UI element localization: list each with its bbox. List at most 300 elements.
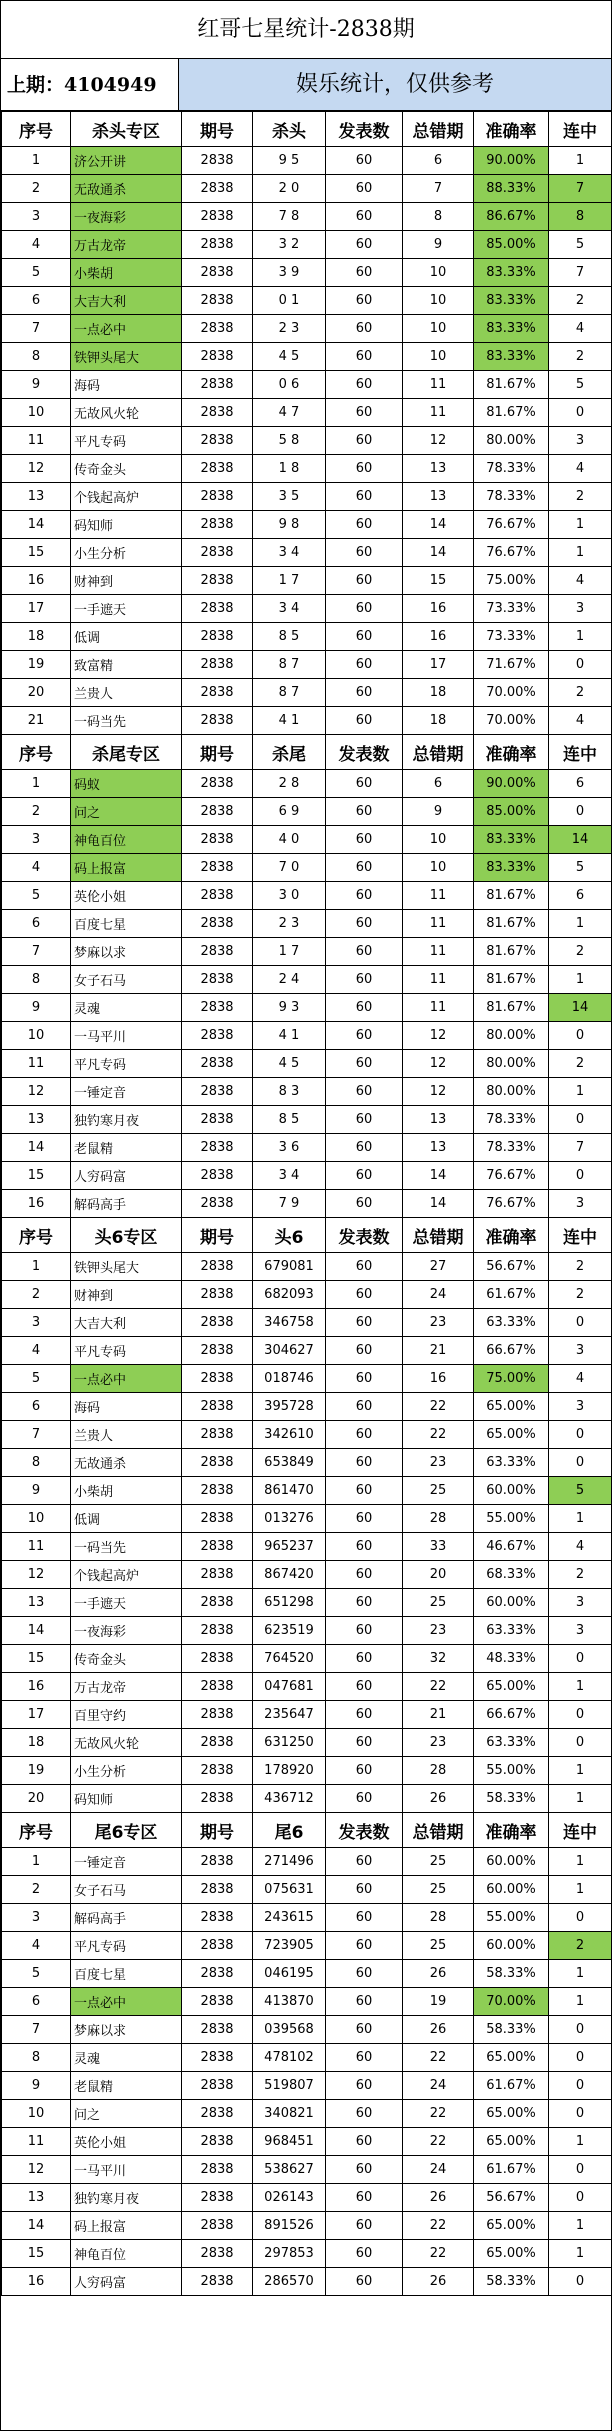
streak-cell: 1 <box>549 2212 612 2240</box>
posted-count-cell: 60 <box>326 1904 403 1932</box>
index-cell: 15 <box>2 539 71 567</box>
expert-name-cell: 大吉大利 <box>71 287 182 315</box>
miss-count-cell: 23 <box>403 1449 474 1477</box>
miss-count-cell: 13 <box>403 1106 474 1134</box>
posted-count-cell: 60 <box>326 1617 403 1645</box>
accuracy-cell: 75.00% <box>474 1365 549 1393</box>
prediction-cell: 8 3 <box>253 1078 326 1106</box>
posted-count-cell: 60 <box>326 1561 403 1589</box>
miss-count-cell: 7 <box>403 175 474 203</box>
miss-count-cell: 9 <box>403 231 474 259</box>
table-row <box>2 455 612 483</box>
streak-cell: 1 <box>549 1785 612 1813</box>
prediction-cell: 9 8 <box>253 511 326 539</box>
accuracy-cell: 63.33% <box>474 1309 549 1337</box>
issue-cell: 2838 <box>182 1106 253 1134</box>
issue-cell: 2838 <box>182 1477 253 1505</box>
streak-cell: 0 <box>549 2072 612 2100</box>
streak-cell: 14 <box>549 994 612 1022</box>
index-cell: 20 <box>2 679 71 707</box>
section-header-row <box>2 735 612 770</box>
issue-cell: 2838 <box>182 1337 253 1365</box>
index-cell: 6 <box>2 1393 71 1421</box>
prediction-cell: 7 9 <box>253 1190 326 1218</box>
column-header: 杀尾 <box>253 735 326 770</box>
table-row <box>2 2156 612 2184</box>
miss-count-cell: 24 <box>403 2072 474 2100</box>
streak-cell: 0 <box>549 1645 612 1673</box>
column-header: 准确率 <box>474 735 549 770</box>
accuracy-cell: 83.33% <box>474 854 549 882</box>
index-cell: 11 <box>2 1533 71 1561</box>
table-row <box>2 2044 612 2072</box>
index-cell: 8 <box>2 2044 71 2072</box>
posted-count-cell: 60 <box>326 1645 403 1673</box>
prediction-cell: 3 0 <box>253 882 326 910</box>
expert-name-cell: 大吉大利 <box>71 1309 182 1337</box>
prediction-cell: 8 5 <box>253 1106 326 1134</box>
miss-count-cell: 23 <box>403 1617 474 1645</box>
expert-name-cell: 码蚁 <box>71 770 182 798</box>
accuracy-cell: 75.00% <box>474 567 549 595</box>
accuracy-cell: 81.67% <box>474 994 549 1022</box>
table-row <box>2 2268 612 2296</box>
column-header: 序号 <box>2 112 71 147</box>
streak-cell: 0 <box>549 1701 612 1729</box>
column-header: 总错期 <box>403 1218 474 1253</box>
index-cell: 15 <box>2 1645 71 1673</box>
posted-count-cell: 60 <box>326 994 403 1022</box>
miss-count-cell: 12 <box>403 1022 474 1050</box>
accuracy-cell: 90.00% <box>474 147 549 175</box>
miss-count-cell: 22 <box>403 2100 474 2128</box>
posted-count-cell: 60 <box>326 1589 403 1617</box>
posted-count-cell: 60 <box>326 1365 403 1393</box>
posted-count-cell: 60 <box>326 399 403 427</box>
accuracy-cell: 55.00% <box>474 1505 549 1533</box>
accuracy-cell: 63.33% <box>474 1617 549 1645</box>
issue-cell: 2838 <box>182 770 253 798</box>
posted-count-cell: 60 <box>326 882 403 910</box>
table-row <box>2 1876 612 1904</box>
accuracy-cell: 65.00% <box>474 1393 549 1421</box>
expert-name-cell: 铁钾头尾大 <box>71 343 182 371</box>
index-cell: 4 <box>2 1932 71 1960</box>
expert-name-cell: 一点必中 <box>71 315 182 343</box>
streak-cell: 4 <box>549 1533 612 1561</box>
issue-cell: 2838 <box>182 854 253 882</box>
posted-count-cell: 60 <box>326 2044 403 2072</box>
table-row <box>2 938 612 966</box>
streak-cell: 7 <box>549 259 612 287</box>
expert-name-cell: 平凡专码 <box>71 427 182 455</box>
accuracy-cell: 65.00% <box>474 2240 549 2268</box>
posted-count-cell: 60 <box>326 147 403 175</box>
posted-count-cell: 60 <box>326 259 403 287</box>
prediction-cell: 631250 <box>253 1729 326 1757</box>
issue-cell: 2838 <box>182 2072 253 2100</box>
posted-count-cell: 60 <box>326 1253 403 1281</box>
accuracy-cell: 81.67% <box>474 399 549 427</box>
prediction-cell: 891526 <box>253 2212 326 2240</box>
accuracy-cell: 76.67% <box>474 1190 549 1218</box>
accuracy-cell: 63.33% <box>474 1449 549 1477</box>
prediction-cell: 7 8 <box>253 203 326 231</box>
streak-cell: 3 <box>549 1617 612 1645</box>
issue-cell: 2838 <box>182 2156 253 2184</box>
column-header: 发表数 <box>326 1218 403 1253</box>
expert-name-cell: 一马平川 <box>71 1022 182 1050</box>
miss-count-cell: 23 <box>403 1729 474 1757</box>
prediction-cell: 7 0 <box>253 854 326 882</box>
streak-cell: 5 <box>549 371 612 399</box>
expert-name-cell: 海码 <box>71 371 182 399</box>
table-row <box>2 1449 612 1477</box>
miss-count-cell: 25 <box>403 1477 474 1505</box>
accuracy-cell: 81.67% <box>474 882 549 910</box>
column-header: 杀尾专区 <box>71 735 182 770</box>
prediction-cell: 5 8 <box>253 427 326 455</box>
accuracy-cell: 80.00% <box>474 427 549 455</box>
prediction-cell: 9 3 <box>253 994 326 1022</box>
streak-cell: 2 <box>549 1932 612 1960</box>
miss-count-cell: 18 <box>403 679 474 707</box>
posted-count-cell: 60 <box>326 371 403 399</box>
index-cell: 18 <box>2 623 71 651</box>
prediction-cell: 9 5 <box>253 147 326 175</box>
accuracy-cell: 88.33% <box>474 175 549 203</box>
posted-count-cell: 60 <box>326 1533 403 1561</box>
prediction-cell: 271496 <box>253 1848 326 1876</box>
streak-cell: 6 <box>549 882 612 910</box>
streak-cell: 2 <box>549 1253 612 1281</box>
table-row <box>2 1309 612 1337</box>
issue-cell: 2838 <box>182 1022 253 1050</box>
miss-count-cell: 21 <box>403 1701 474 1729</box>
index-cell: 17 <box>2 1701 71 1729</box>
issue-cell: 2838 <box>182 994 253 1022</box>
miss-count-cell: 28 <box>403 1505 474 1533</box>
expert-name-cell: 一锤定音 <box>71 1848 182 1876</box>
expert-name-cell: 老鼠精 <box>71 1134 182 1162</box>
expert-name-cell: 英伦小姐 <box>71 882 182 910</box>
index-cell: 16 <box>2 1190 71 1218</box>
posted-count-cell: 60 <box>326 1393 403 1421</box>
prediction-cell: 3 9 <box>253 259 326 287</box>
expert-name-cell: 码上报富 <box>71 854 182 882</box>
index-cell: 15 <box>2 2240 71 2268</box>
index-cell: 2 <box>2 175 71 203</box>
index-cell: 1 <box>2 1848 71 1876</box>
index-cell: 9 <box>2 2072 71 2100</box>
streak-cell: 5 <box>549 854 612 882</box>
accuracy-cell: 73.33% <box>474 623 549 651</box>
table-row <box>2 1757 612 1785</box>
accuracy-cell: 60.00% <box>474 1932 549 1960</box>
index-cell: 21 <box>2 707 71 735</box>
streak-cell: 0 <box>549 2184 612 2212</box>
prediction-cell: 3 4 <box>253 1162 326 1190</box>
prediction-cell: 047681 <box>253 1673 326 1701</box>
issue-cell: 2838 <box>182 1701 253 1729</box>
issue-cell: 2838 <box>182 259 253 287</box>
posted-count-cell: 60 <box>326 1421 403 1449</box>
prediction-cell: 3 4 <box>253 595 326 623</box>
column-header: 总错期 <box>403 112 474 147</box>
streak-cell: 1 <box>549 1757 612 1785</box>
miss-count-cell: 14 <box>403 1190 474 1218</box>
posted-count-cell: 60 <box>326 483 403 511</box>
accuracy-cell: 81.67% <box>474 371 549 399</box>
accuracy-cell: 65.00% <box>474 1673 549 1701</box>
expert-name-cell: 低调 <box>71 623 182 651</box>
expert-name-cell: 百里守约 <box>71 1701 182 1729</box>
streak-cell: 1 <box>549 1960 612 1988</box>
accuracy-cell: 85.00% <box>474 231 549 259</box>
issue-cell: 2838 <box>182 2212 253 2240</box>
miss-count-cell: 26 <box>403 1785 474 1813</box>
prediction-cell: 478102 <box>253 2044 326 2072</box>
index-cell: 3 <box>2 826 71 854</box>
streak-cell: 0 <box>549 798 612 826</box>
issue-cell: 2838 <box>182 483 253 511</box>
accuracy-cell: 83.33% <box>474 826 549 854</box>
index-cell: 13 <box>2 1106 71 1134</box>
index-cell: 5 <box>2 259 71 287</box>
posted-count-cell: 60 <box>326 1701 403 1729</box>
expert-name-cell: 问之 <box>71 2100 182 2128</box>
posted-count-cell: 60 <box>326 1988 403 2016</box>
index-cell: 13 <box>2 1589 71 1617</box>
accuracy-cell: 56.67% <box>474 1253 549 1281</box>
miss-count-cell: 13 <box>403 1134 474 1162</box>
index-cell: 12 <box>2 2156 71 2184</box>
miss-count-cell: 13 <box>403 455 474 483</box>
index-cell: 7 <box>2 938 71 966</box>
miss-count-cell: 10 <box>403 315 474 343</box>
expert-name-cell: 兰贵人 <box>71 679 182 707</box>
table-row <box>2 882 612 910</box>
index-cell: 10 <box>2 399 71 427</box>
streak-cell: 0 <box>549 1162 612 1190</box>
table-row <box>2 1134 612 1162</box>
miss-count-cell: 11 <box>403 399 474 427</box>
issue-cell: 2838 <box>182 679 253 707</box>
issue-cell: 2838 <box>182 1449 253 1477</box>
issue-cell: 2838 <box>182 371 253 399</box>
streak-cell: 8 <box>549 203 612 231</box>
index-cell: 12 <box>2 1561 71 1589</box>
index-cell: 4 <box>2 1337 71 1365</box>
expert-name-cell: 独钓寒月夜 <box>71 1106 182 1134</box>
expert-name-cell: 神龟百位 <box>71 826 182 854</box>
issue-cell: 2838 <box>182 623 253 651</box>
streak-cell: 1 <box>549 539 612 567</box>
posted-count-cell: 60 <box>326 1190 403 1218</box>
streak-cell: 1 <box>549 511 612 539</box>
issue-cell: 2838 <box>182 1078 253 1106</box>
column-header: 尾6专区 <box>71 1813 182 1848</box>
streak-cell: 0 <box>549 1421 612 1449</box>
issue-cell: 2838 <box>182 231 253 259</box>
table-row <box>2 1932 612 1960</box>
issue-cell: 2838 <box>182 1050 253 1078</box>
miss-count-cell: 22 <box>403 1673 474 1701</box>
prediction-cell: 3 2 <box>253 231 326 259</box>
index-cell: 1 <box>2 1253 71 1281</box>
prediction-cell: 965237 <box>253 1533 326 1561</box>
index-cell: 4 <box>2 231 71 259</box>
index-cell: 12 <box>2 455 71 483</box>
expert-name-cell: 平凡专码 <box>71 1337 182 1365</box>
posted-count-cell: 60 <box>326 1932 403 1960</box>
accuracy-cell: 55.00% <box>474 1904 549 1932</box>
table-row <box>2 679 612 707</box>
streak-cell: 1 <box>549 1848 612 1876</box>
streak-cell: 0 <box>549 1309 612 1337</box>
issue-cell: 2838 <box>182 2240 253 2268</box>
table-row <box>2 175 612 203</box>
index-cell: 14 <box>2 1134 71 1162</box>
table-row <box>2 2072 612 2100</box>
column-header: 发表数 <box>326 735 403 770</box>
issue-cell: 2838 <box>182 1904 253 1932</box>
prediction-cell: 8 5 <box>253 623 326 651</box>
prediction-cell: 075631 <box>253 1876 326 1904</box>
column-header: 准确率 <box>474 1218 549 1253</box>
miss-count-cell: 22 <box>403 2240 474 2268</box>
posted-count-cell: 60 <box>326 910 403 938</box>
prediction-cell: 3 5 <box>253 483 326 511</box>
column-header: 期号 <box>182 735 253 770</box>
table-row <box>2 651 612 679</box>
index-cell: 15 <box>2 1162 71 1190</box>
accuracy-cell: 65.00% <box>474 2044 549 2072</box>
index-cell: 12 <box>2 1078 71 1106</box>
expert-name-cell: 无故风火轮 <box>71 1729 182 1757</box>
prediction-cell: 4 1 <box>253 707 326 735</box>
streak-cell: 0 <box>549 1904 612 1932</box>
streak-cell: 4 <box>549 315 612 343</box>
table-row <box>2 1393 612 1421</box>
miss-count-cell: 22 <box>403 1421 474 1449</box>
issue-cell: 2838 <box>182 315 253 343</box>
miss-count-cell: 11 <box>403 371 474 399</box>
accuracy-cell: 81.67% <box>474 966 549 994</box>
posted-count-cell: 60 <box>326 175 403 203</box>
miss-count-cell: 6 <box>403 770 474 798</box>
issue-cell: 2838 <box>182 1876 253 1904</box>
issue-cell: 2838 <box>182 1757 253 1785</box>
issue-cell: 2838 <box>182 595 253 623</box>
table-row <box>2 1162 612 1190</box>
accuracy-cell: 61.67% <box>474 2072 549 2100</box>
table-row <box>2 1106 612 1134</box>
accuracy-cell: 78.33% <box>474 483 549 511</box>
streak-cell: 4 <box>549 455 612 483</box>
expert-name-cell: 财神到 <box>71 1281 182 1309</box>
miss-count-cell: 6 <box>403 147 474 175</box>
streak-cell: 3 <box>549 595 612 623</box>
table-row <box>2 1645 612 1673</box>
expert-name-cell: 海码 <box>71 1393 182 1421</box>
index-cell: 14 <box>2 2212 71 2240</box>
accuracy-cell: 78.33% <box>474 1134 549 1162</box>
posted-count-cell: 60 <box>326 770 403 798</box>
posted-count-cell: 60 <box>326 1022 403 1050</box>
accuracy-cell: 65.00% <box>474 2100 549 2128</box>
table-row <box>2 1904 612 1932</box>
expert-name-cell: 小生分析 <box>71 539 182 567</box>
miss-count-cell: 26 <box>403 2268 474 2296</box>
posted-count-cell: 60 <box>326 1876 403 1904</box>
accuracy-cell: 66.67% <box>474 1337 549 1365</box>
posted-count-cell: 60 <box>326 707 403 735</box>
expert-name-cell: 财神到 <box>71 567 182 595</box>
table-row <box>2 1050 612 1078</box>
streak-cell: 3 <box>549 1337 612 1365</box>
table-row <box>2 1365 612 1393</box>
accuracy-cell: 86.67% <box>474 203 549 231</box>
miss-count-cell: 25 <box>403 1876 474 1904</box>
issue-cell: 2838 <box>182 1393 253 1421</box>
table-row <box>2 1848 612 1876</box>
prediction-cell: 395728 <box>253 1393 326 1421</box>
table-row <box>2 567 612 595</box>
expert-name-cell: 一码当先 <box>71 1533 182 1561</box>
miss-count-cell: 12 <box>403 1078 474 1106</box>
streak-cell: 5 <box>549 231 612 259</box>
prediction-cell: 018746 <box>253 1365 326 1393</box>
accuracy-cell: 58.33% <box>474 1785 549 1813</box>
prediction-cell: 2 3 <box>253 910 326 938</box>
posted-count-cell: 60 <box>326 1757 403 1785</box>
accuracy-cell: 76.67% <box>474 539 549 567</box>
prediction-cell: 039568 <box>253 2016 326 2044</box>
issue-cell: 2838 <box>182 2268 253 2296</box>
posted-count-cell: 60 <box>326 1505 403 1533</box>
miss-count-cell: 10 <box>403 259 474 287</box>
index-cell: 16 <box>2 567 71 595</box>
miss-count-cell: 16 <box>403 1365 474 1393</box>
issue-cell: 2838 <box>182 1190 253 1218</box>
index-cell: 10 <box>2 2100 71 2128</box>
table-row <box>2 1337 612 1365</box>
index-cell: 9 <box>2 1477 71 1505</box>
issue-cell: 2838 <box>182 1281 253 1309</box>
expert-name-cell: 无故通杀 <box>71 1449 182 1477</box>
posted-count-cell: 60 <box>326 1337 403 1365</box>
issue-cell: 2838 <box>182 2100 253 2128</box>
issue-cell: 2838 <box>182 567 253 595</box>
prediction-cell: 653849 <box>253 1449 326 1477</box>
table-row <box>2 2240 612 2268</box>
streak-cell: 0 <box>549 1106 612 1134</box>
miss-count-cell: 21 <box>403 1337 474 1365</box>
streak-cell: 1 <box>549 910 612 938</box>
table-row <box>2 1561 612 1589</box>
issue-cell: 2838 <box>182 2016 253 2044</box>
table-row <box>2 910 612 938</box>
prediction-cell: 340821 <box>253 2100 326 2128</box>
expert-name-cell: 灵魂 <box>71 2044 182 2072</box>
accuracy-cell: 83.33% <box>474 315 549 343</box>
miss-count-cell: 15 <box>403 567 474 595</box>
prediction-cell: 4 5 <box>253 1050 326 1078</box>
accuracy-cell: 83.33% <box>474 343 549 371</box>
expert-name-cell: 万古龙帝 <box>71 231 182 259</box>
expert-name-cell: 一手遮天 <box>71 595 182 623</box>
